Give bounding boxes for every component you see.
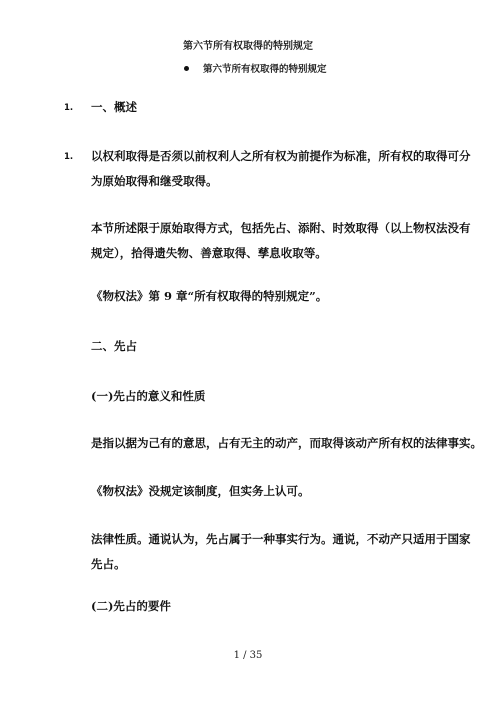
text-line: 为原始取得和继受取得。: [91, 174, 218, 188]
text-line: (二)先占的要件: [91, 599, 171, 613]
text-line: 二、先占: [91, 339, 137, 353]
subsection-heading: [91, 594, 431, 619]
text-line: (一)先占的意义和性质: [91, 389, 206, 403]
text-line: 《物权法》没规定该制度，但实务上认可。: [91, 484, 310, 498]
text-line: 是指以据为己有的意思，占有无主的动产，而取得该动产所有权的法律事实。: [91, 436, 482, 450]
section-heading-occupancy: [91, 334, 431, 359]
paragraph: [91, 216, 471, 266]
bullet-heading-text: 第六节所有权取得的特别规定: [203, 64, 327, 75]
paragraph: [91, 144, 471, 194]
text-line: 一、概述: [91, 100, 137, 114]
text-line: 先占。: [91, 557, 126, 571]
text-line: 以权利取得是否须以前权利人之所有权为前提作为标准，所有权的取得可分: [91, 149, 471, 163]
page-header-title: 第六节所有权取得的特别规定: [183, 41, 313, 52]
bullet-dot-icon: [184, 66, 189, 71]
list-number: 1.: [64, 103, 74, 113]
text-line: 规定），拾得遗失物、善意取得、孳息收取等。: [91, 246, 327, 260]
paragraph: [91, 479, 431, 504]
text-line: 法律性质。通说认为，先占属于一种事实行为。通说，不动产只适用于国家: [91, 532, 471, 546]
list-number: 1.: [64, 152, 74, 162]
paragraph: [91, 284, 431, 309]
section-heading-overview: [91, 95, 431, 120]
paragraph: [91, 431, 482, 456]
subsection-heading: [91, 384, 431, 409]
paragraph: [91, 527, 471, 577]
bullet-heading: [184, 61, 327, 75]
text-line: 《物权法》第 9 章“所有权取得的特别规定”。: [91, 289, 328, 303]
page-indicator: 1 / 35: [233, 650, 263, 661]
text-line: 本节所述限于原始取得方式，包括先占、添附、时效取得（以上物权法没有: [91, 221, 471, 235]
